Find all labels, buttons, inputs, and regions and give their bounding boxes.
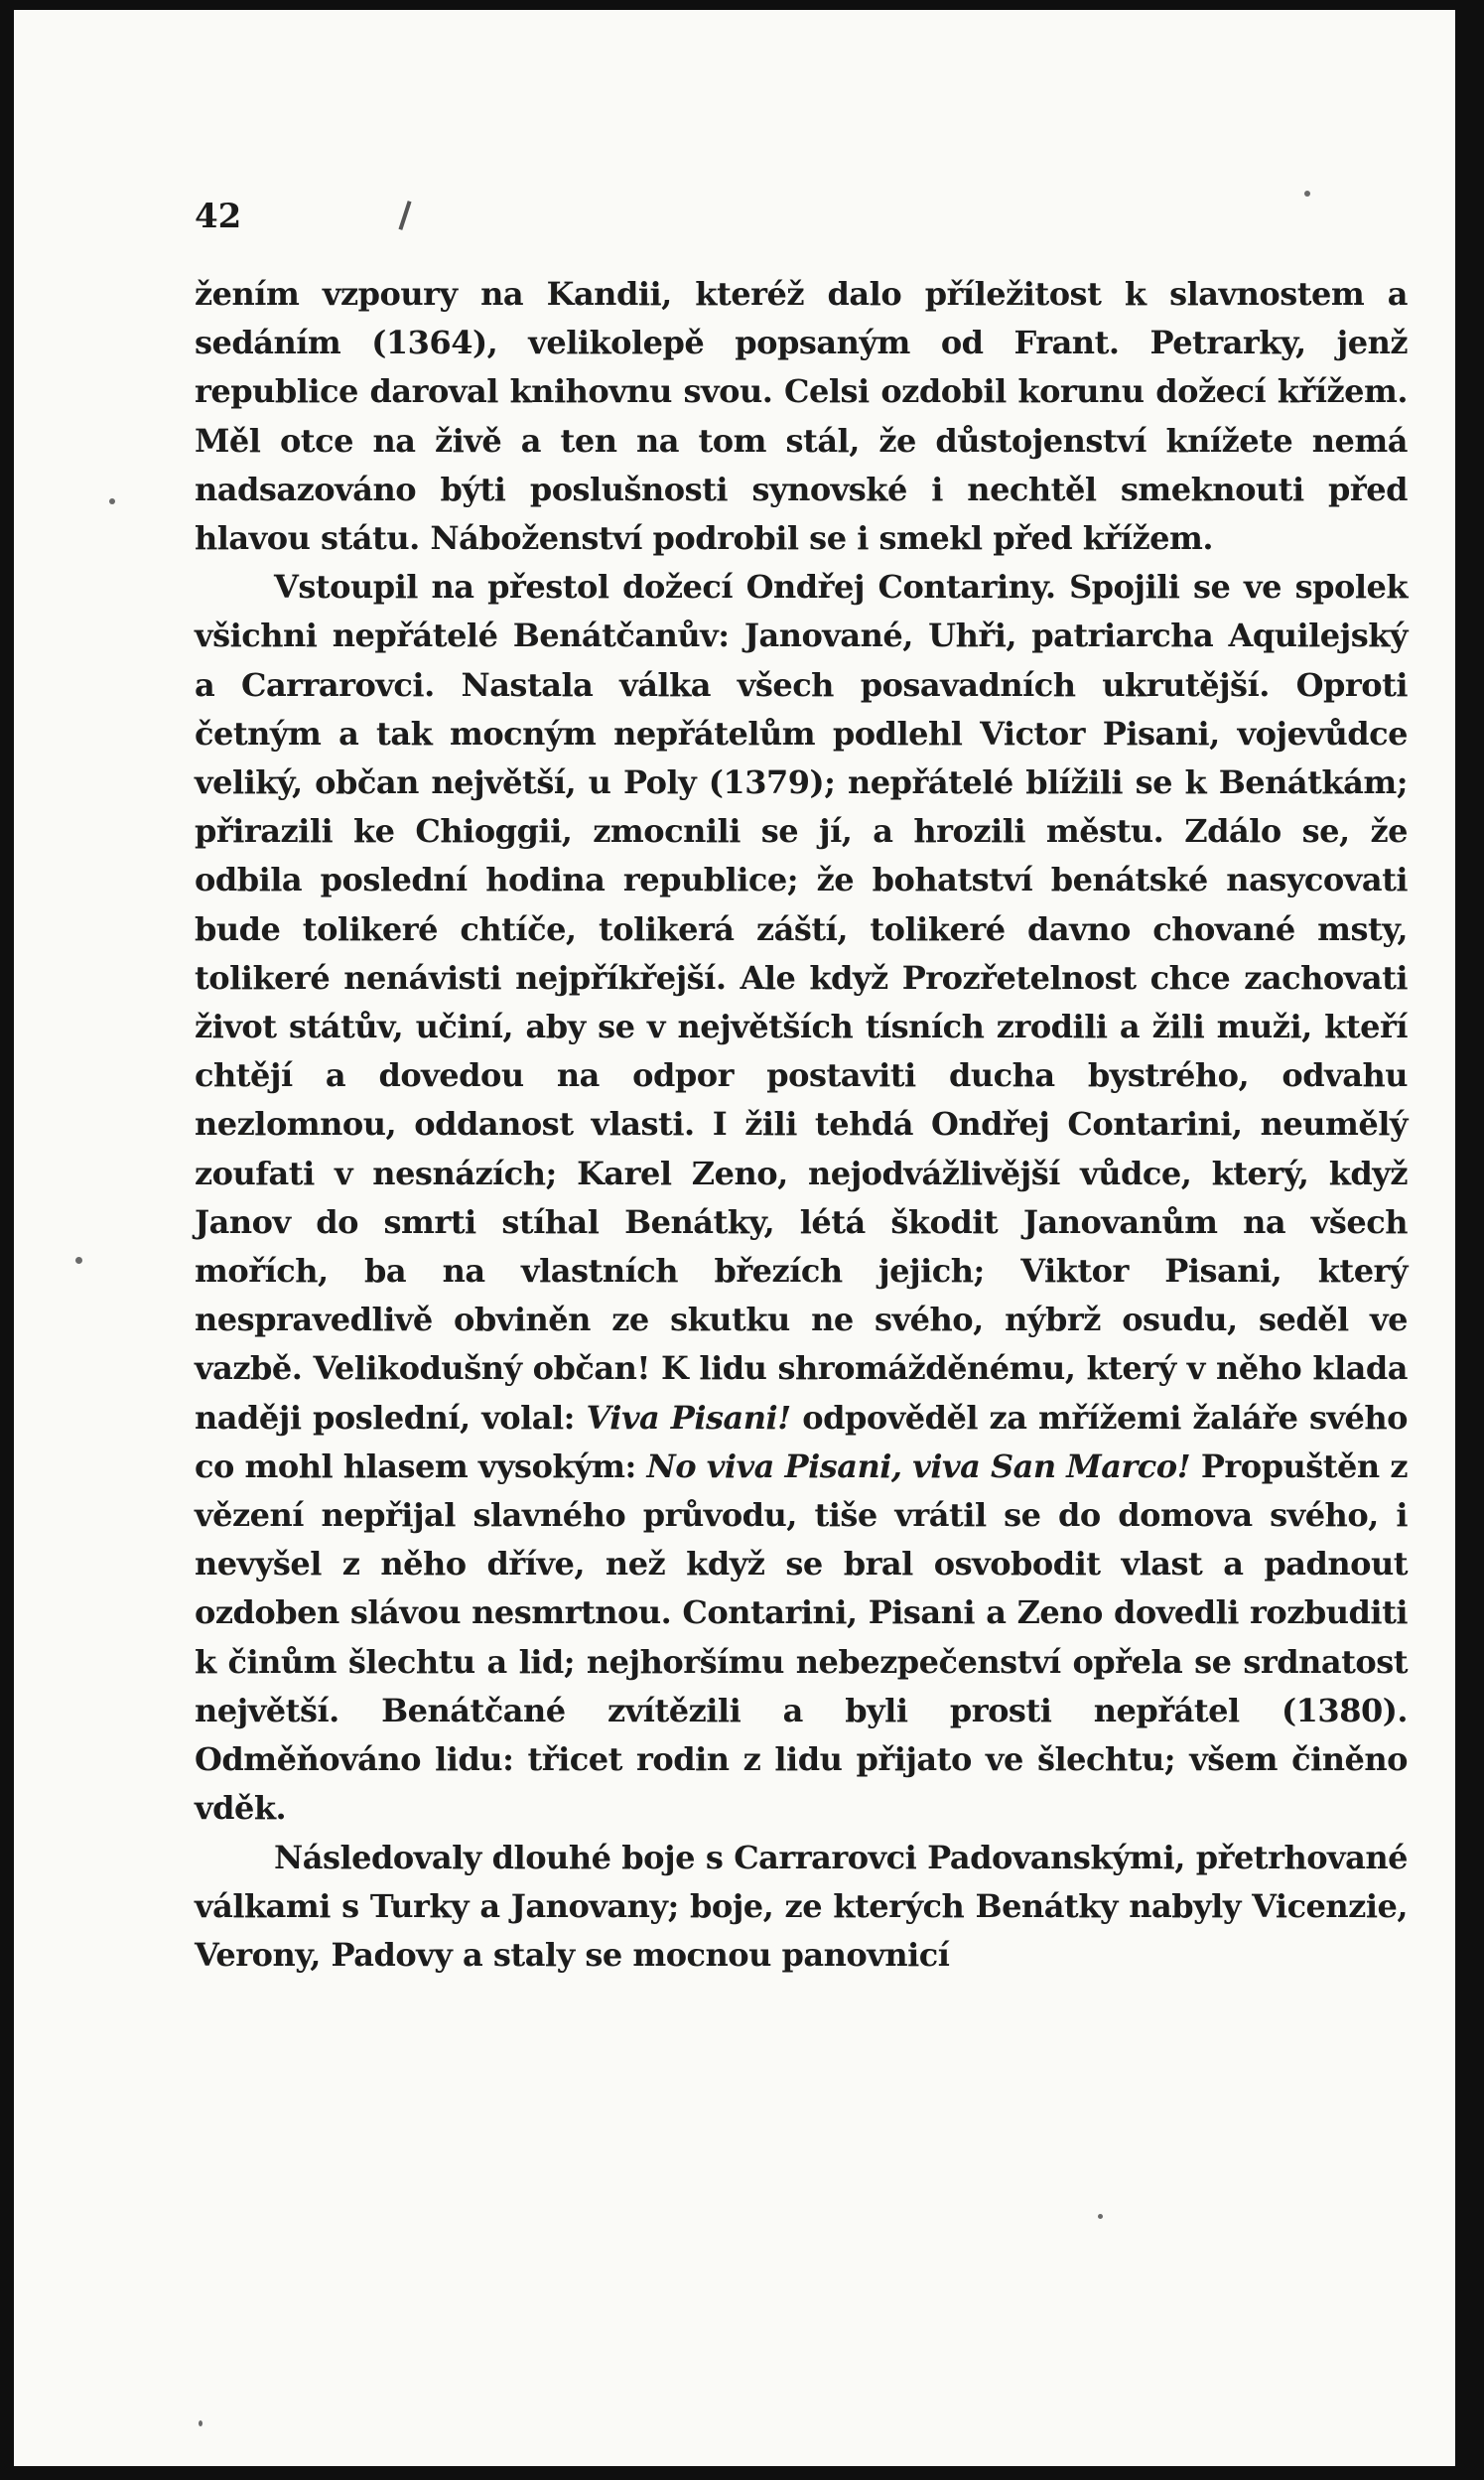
ink-mark bbox=[398, 201, 411, 230]
italic-quote: Viva Pisani! bbox=[586, 1398, 791, 1437]
text-run: Následovaly dlouhé boje s Carrarovci Padovanskými, přetrhované válkami s Turky a Janovany; boje, ze kterých Benátky nabyly Vicenzie, Verony, Padovy a staly se mocnou panovnicí bbox=[195, 1838, 1408, 1974]
paper-speck bbox=[75, 1257, 82, 1264]
paper-speck bbox=[199, 2420, 202, 2426]
text-run: Vstoupil na přestol dožecí Ondřej Contariny. Spojili se ve spolek všichni nepřátelé Benátčanův: Janované, Uhři, patriarcha Aquilejský a Carrarovci. Nastala válka všech posavadních ukrutější. Oproti četným a tak mocným nepřátelům podlehl Victor Pisani, vojevůdce veliký, občan největší, u Poly (1379); nepřátelé blížili se k Benátkám; přirazili ke Chioggii, zmocnili se jí, a hrozili městu. Zdálo se, že odbila poslední hodina republice; že bohatství benátské nasycovati bude tolikeré chtíče, tolikerá záští, tolikeré davno chované msty, tolikeré nenávisti nejpříkřejší. Ale když Prozřetelnost chce zachovati život státův, učiní, aby se v největších tísních zrodili a žili muži, kteří chtějí a dovedou na odpor postaviti ducha bystrého, odvahu nezlomnou, oddanost vlasti. I žili tehdá Ondřej Contarini, neumělý zoufati v nesnázích; Karel Zeno, nejodvážlivější vůdce, který, když Janov do smrti stíhal Benátky, létá škodit Janovanům na všech mořích, ba na vlastních březích jejich; Viktor Pisani, který nespravedlivě obviněn ze skutku ne svého, nýbrž osudu, seděl ve vazbě. Velikodušný občan! K lidu shromážděnému, který v něho klada naději poslední, volal: bbox=[195, 568, 1408, 1437]
paper-speck bbox=[1098, 2214, 1103, 2219]
text-run: Propuštěn z vězení nepřijal slavného průvodu, tiše vrátil se do domova svého, i nevyšel z něho dříve, než když se bral osvobodit vlast a padnout ozdoben slávou nesmrtnou. Contarini, Pisani a Zeno dovedli rozbuditi k činům šlechtu a lid; nejhoršímu nebezpečenství opřela se srdnatost největší. Benátčané zvítězili a byli prosti nepřátel (1380). Odměňováno lidu: třicet rodin z lidu přijato ve šlechtu; všem činěno vděk. bbox=[195, 1447, 1408, 1828]
paragraph bbox=[195, 563, 1408, 1833]
body-text bbox=[195, 270, 1408, 1980]
book-page bbox=[14, 10, 1455, 2466]
paragraph bbox=[195, 270, 1408, 563]
text-run: odpověděl za mřížemi žaláře svého co mohl hlasem vysokým: bbox=[195, 1398, 1409, 1485]
paper-speck bbox=[1304, 191, 1310, 197]
page-number: 42 bbox=[195, 197, 242, 236]
text-run: žením vzpoury na Kandii, kteréž dalo příležitost k slavnostem a sedáním (1364), velikolepě popsaným od Frant. Petrarky, jenž republice daroval knihovnu svou. Celsi ozdobil korunu dožecí křížem. Měl otce na živě a ten na tom stál, že důstojenství knížete nemá nadsazováno býti poslušnosti synovské i nechtěl smeknouti před hlavou státu. Náboženství podrobil se i smekl před křížem. bbox=[195, 275, 1408, 558]
italic-quote: No viva Pisani, viva San Marco! bbox=[646, 1447, 1191, 1485]
paragraph bbox=[195, 1834, 1408, 1981]
paper-speck bbox=[109, 498, 115, 504]
